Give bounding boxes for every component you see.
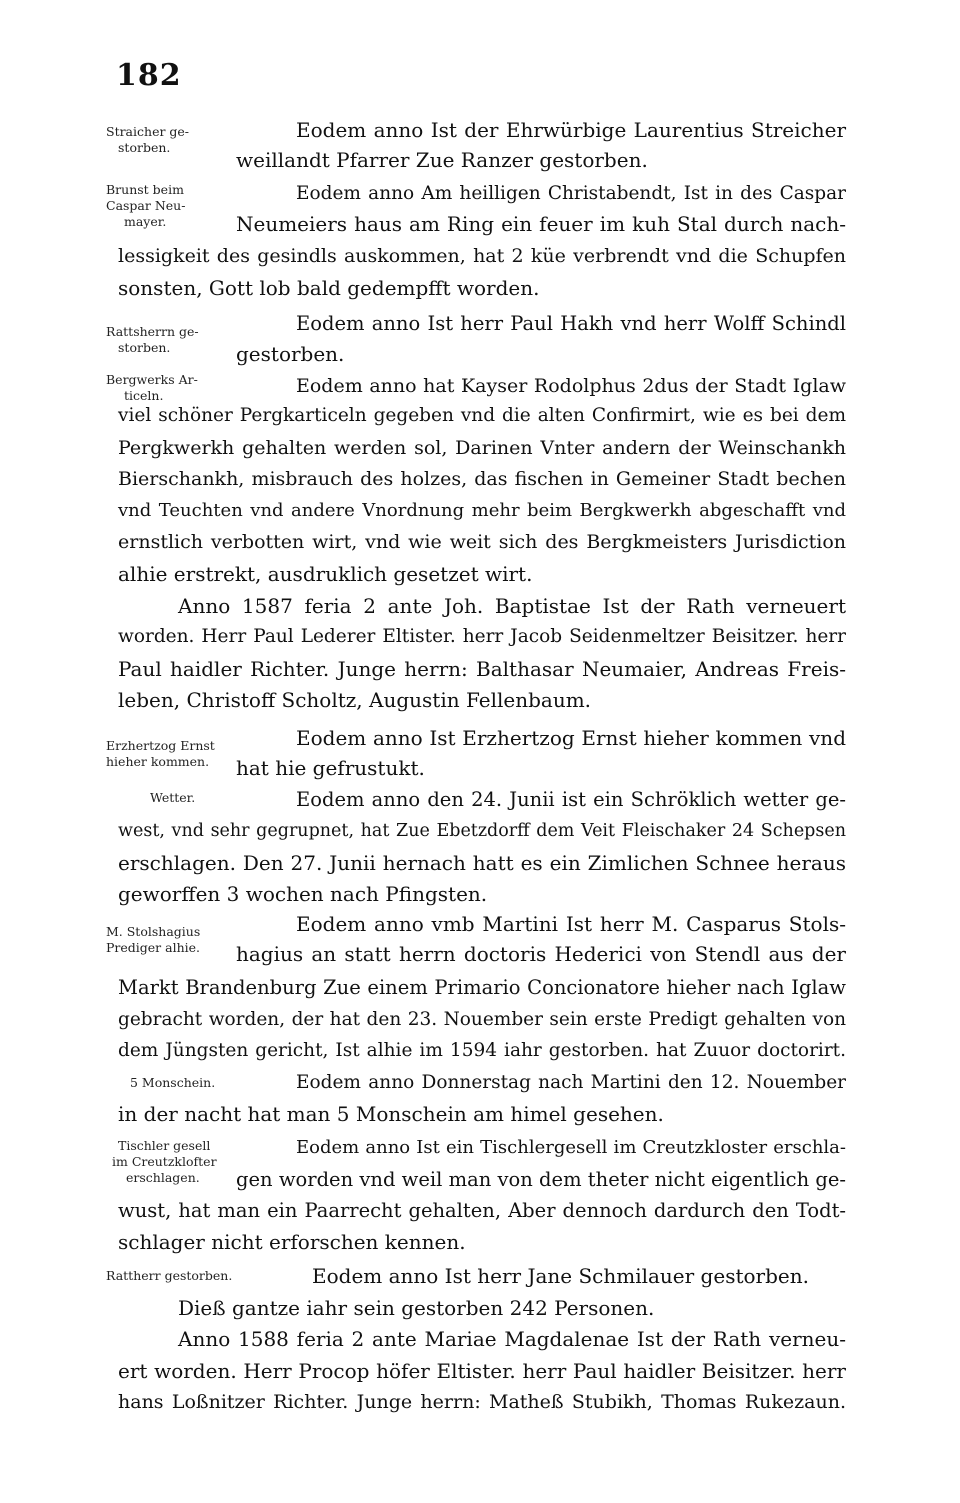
page-number: 182	[116, 58, 182, 93]
text-line: hat hie gefrustukt.	[236, 756, 425, 780]
text-line: Neumeiers haus am Ring ein feuer im kuh Stal durch nach-	[236, 212, 846, 236]
text-line: west, vnd sehr gegrupnet, hat Zue Ebetzdorff dem Veit Fleischaker 24 Schepsen	[118, 821, 846, 841]
text-line: weillandt Pfarrer Zue Ranzer gestorben.	[236, 148, 648, 172]
text-line: sonsten, Gott lob bald gedempfft worden.	[118, 276, 540, 300]
margin-note: Bergwerks Ar-	[106, 372, 198, 387]
margin-note: Rattherr gestorben.	[106, 1268, 233, 1283]
text-line: Bierschankh, misbrauch des holzes, das fischen in Gemeiner Stadt bechen	[118, 468, 846, 490]
text-line: viel schöner Pergkarticeln gegeben vnd die alten Confirmirt, wie es bei dem	[118, 405, 846, 426]
text-line: Eodem anno Ist der Ehrwürbige Laurentius Streicher	[296, 118, 846, 142]
text-line: in der nacht hat man 5 Monschein am himel gesehen.	[118, 1102, 664, 1126]
text-line: erschlagen. Den 27. Junii hernach hatt es ein Zimlichen Schnee heraus	[118, 851, 846, 875]
margin-note: M. Stolshagius	[106, 924, 201, 939]
margin-note: Wetter.	[150, 790, 196, 805]
margin-note: im Creutzklofter	[112, 1154, 217, 1169]
margin-note: hieher kommen.	[106, 754, 210, 769]
margin-note: mayer.	[124, 214, 167, 229]
text-line: worden. Herr Paul Lederer Eltister. herr Jacob Seidenmeltzer Beisitzer. herr	[118, 626, 846, 647]
text-line: vnd Teuchten vnd andere Vnordnung mehr beim Bergkwerkh abgeschafft vnd	[118, 500, 846, 521]
text-line: Eodem anno Ist herr Paul Hakh vnd herr Wolff Schindl	[296, 312, 846, 335]
text-line: Eodem anno Ist Erzhertzog Ernst hieher kommen vnd	[296, 726, 846, 750]
text-line: schlager nicht erforschen kennen.	[118, 1230, 466, 1254]
margin-note: storben.	[118, 340, 171, 355]
text-line: hans Loßnitzer Richter. Junge herrn: Matheß Stubikh, Thomas Rukezaun.	[118, 1391, 846, 1413]
text-line: geworffen 3 wochen nach Pfingsten.	[118, 882, 488, 906]
text-line: hagius an statt herrn doctoris Hederici von Stendl aus der	[236, 942, 846, 966]
text-line: Eodem anno vmb Martini Ist herr M. Casparus Stols-	[296, 912, 846, 936]
text-line: alhie erstrekt, ausdruklich gesetzet wirt.	[118, 562, 533, 586]
text-line: gestorben.	[236, 342, 345, 366]
text-line: gebracht worden, der hat den 23. Nouember sein erste Predigt gehalten von	[118, 1009, 846, 1030]
text-line: Eodem anno den 24. Junii ist ein Schröklich wetter ge-	[296, 788, 846, 811]
text-line: Paul haidler Richter. Junge herrn: Balthasar Neumaier, Andreas Freis-	[118, 657, 846, 681]
margin-note: Rattsherrn ge-	[106, 324, 199, 339]
margin-note: storben.	[118, 140, 171, 155]
margin-note: Prediger alhie.	[106, 940, 201, 955]
text-line: Anno 1587 feria 2 ante Joh. Baptistae Ist der Rath verneuert	[178, 594, 846, 618]
margin-note: 5 Monschein.	[130, 1075, 216, 1090]
text-line: Eodem anno Ist herr Jane Schmilauer gestorben.	[312, 1264, 809, 1288]
text-line: Dieß gantze iahr sein gestorben 242 Personen.	[178, 1296, 655, 1320]
margin-note: Brunst beim	[106, 182, 184, 197]
text-line: Eodem anno Ist ein Tischlergesell im Creutzkloster erschla-	[296, 1137, 846, 1158]
margin-note: Tischler gesell	[118, 1138, 211, 1153]
text-line: Eodem anno Am heilligen Christabendt, Ist in des Caspar	[296, 183, 846, 204]
margin-note: Straicher ge-	[106, 124, 190, 139]
margin-note: Erzhertzog Ernst	[106, 738, 215, 753]
text-line: leben, Christoff Scholtz, Augustin Fellenbaum.	[118, 688, 592, 712]
text-line: gen worden vnd weil man von dem theter nicht eigentlich ge-	[236, 1168, 846, 1191]
text-line: dem Jüngsten gericht, Ist alhie im 1594 iahr gestorben. hat Zuuor doctorirt.	[118, 1040, 846, 1061]
margin-note: Caspar Neu-	[106, 198, 186, 213]
text-line: Eodem anno hat Kayser Rodolphus 2dus der Stadt Iglaw	[296, 375, 846, 397]
text-line: lessigkeit des gesindls auskommen, hat 2 küe verbrendt vnd die Schupfen	[118, 245, 846, 267]
text-line: Pergkwerkh gehalten werden sol, Darinen Vnter andern der Weinschankh	[118, 437, 846, 459]
text-line: ernstlich verbotten wirt, vnd wie weit sich des Bergkmeisters Jurisdiction	[118, 531, 846, 553]
text-line: wust, hat man ein Paarrecht gehalten, Aber dennoch dardurch den Todt-	[118, 1199, 846, 1222]
text-line: Eodem anno Donnerstag nach Martini den 12. Nouember	[296, 1072, 846, 1093]
text-line: Markt Brandenburg Zue einem Primario Concionatore hieher nach Iglaw	[118, 976, 846, 999]
margin-note: erschlagen.	[126, 1170, 200, 1185]
margin-note: ticeln.	[124, 388, 164, 403]
text-line: ert worden. Herr Procop höfer Eltister. herr Paul haidler Beisitzer. herr	[118, 1359, 846, 1383]
text-line: Anno 1588 feria 2 ante Mariae Magdalenae Ist der Rath verneu-	[178, 1327, 846, 1351]
